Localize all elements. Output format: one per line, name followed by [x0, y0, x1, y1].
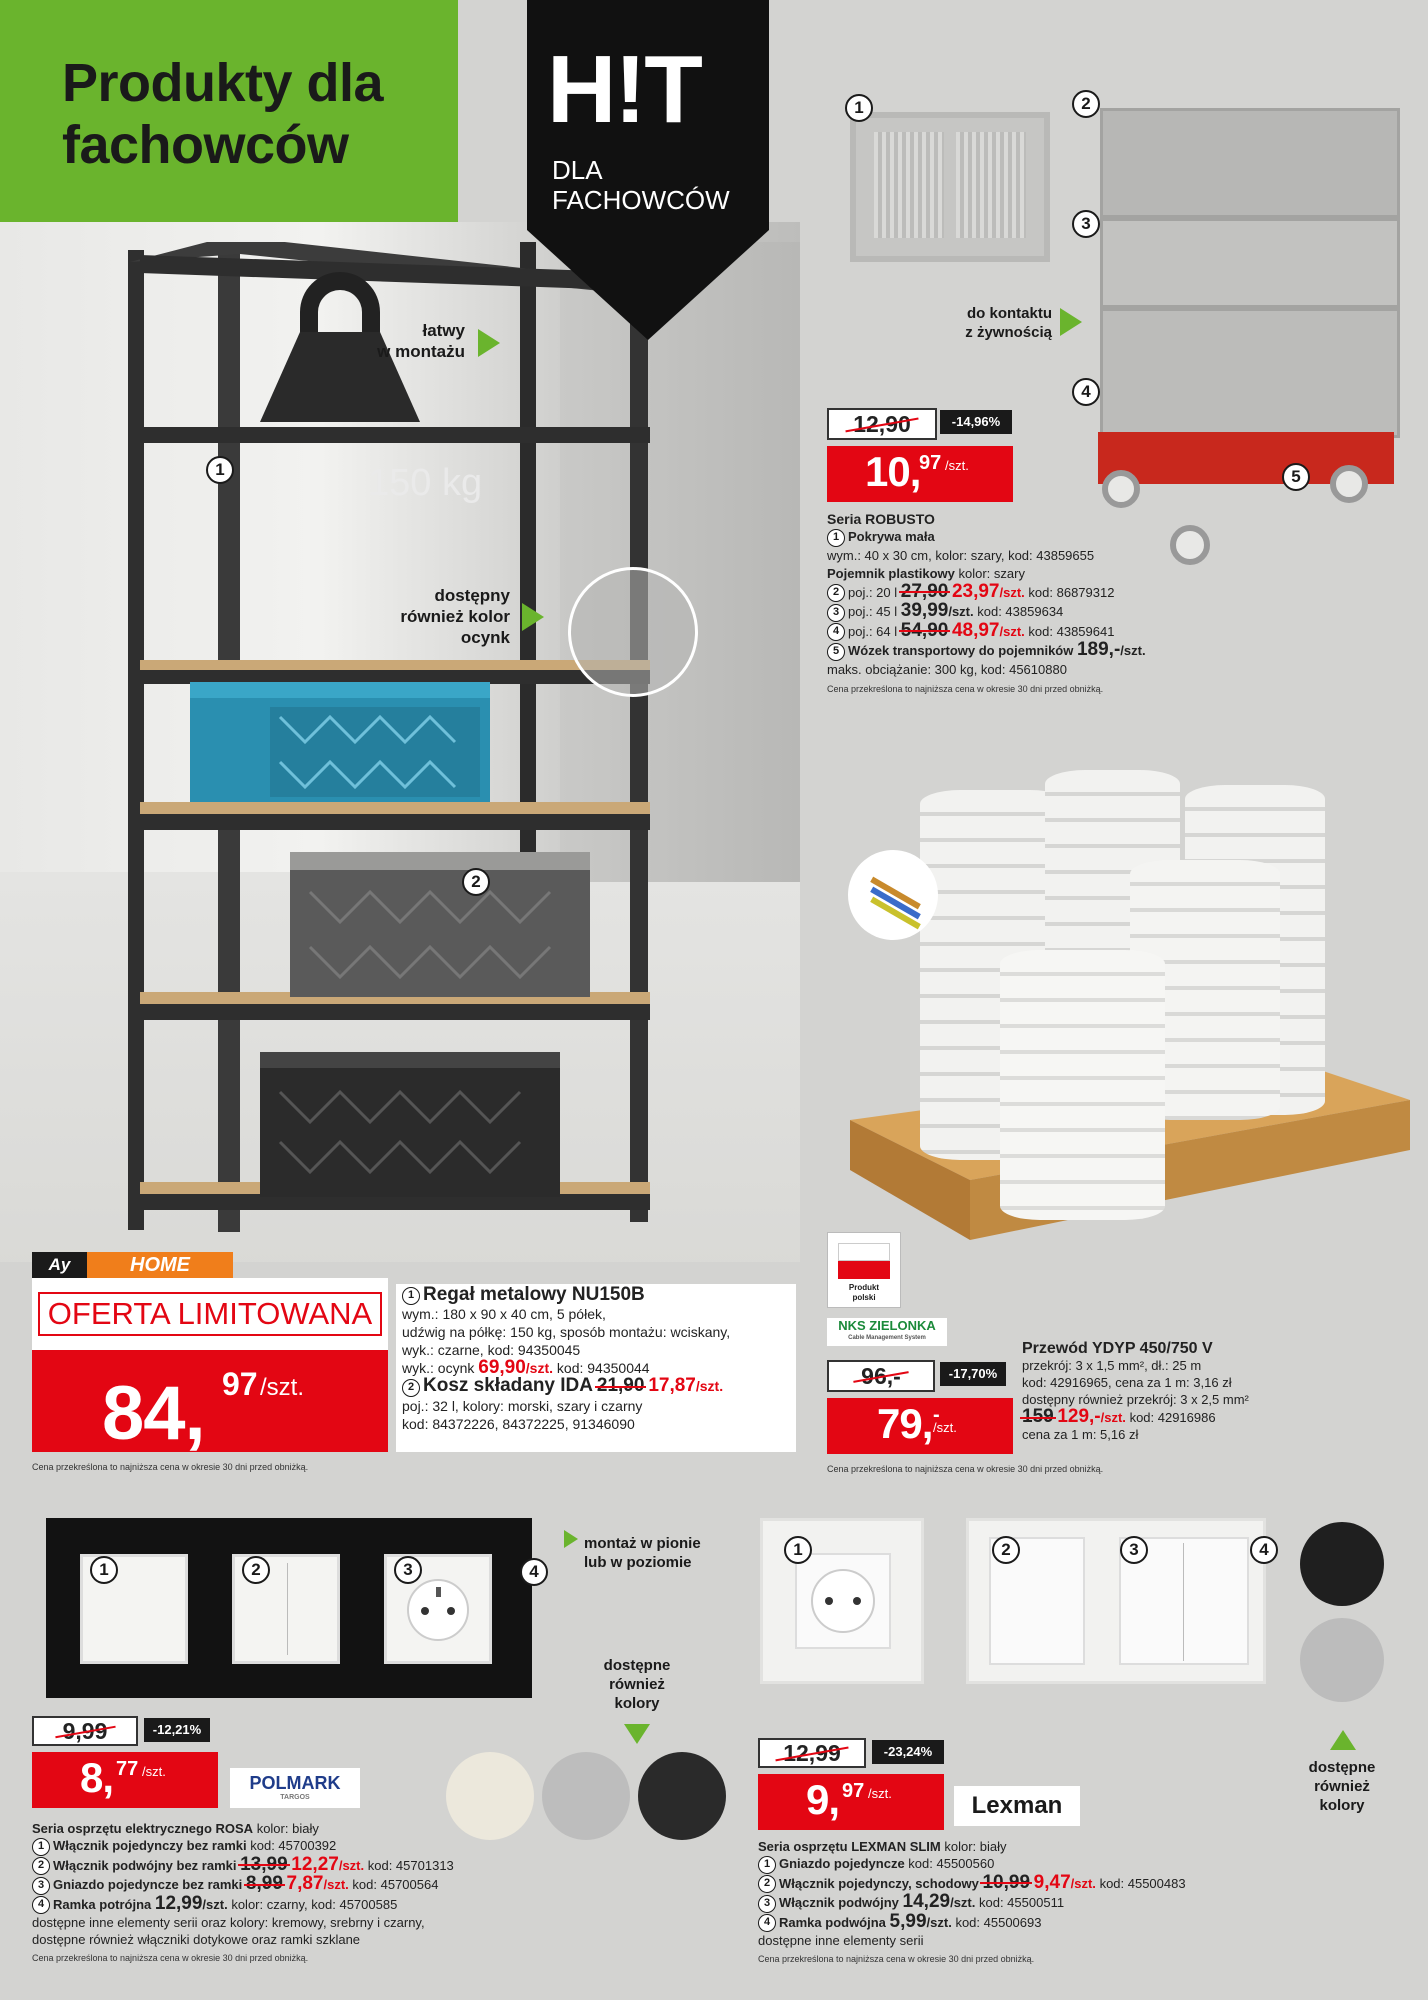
marker-2: 2	[992, 1536, 1020, 1564]
container-medium-image	[1100, 218, 1400, 308]
marker-1: 1	[90, 1556, 118, 1584]
marker-2: 2	[402, 1379, 420, 1397]
marker-3: 3	[1072, 210, 1100, 238]
wire-detail-circle	[848, 850, 938, 940]
rosa-frame-image	[46, 1518, 532, 1698]
marker-2: 2	[462, 868, 490, 896]
lid-image	[850, 112, 1050, 262]
note-colors-lexman: dostępne również kolory	[1308, 1759, 1376, 1814]
note-mount-orientation: montaż w pionie lub w poziomie	[584, 1535, 701, 1571]
page-title: Produkty dla fachowców	[62, 53, 384, 175]
regal-description: 1 Regał metalowy NU150B wym.: 180 x 90 x 40 cm, 5 półek, udźwig na półkę: 150 kg, sposób montażu: wciskany, wyk.: czarne, kod: 94350045 wyk.: ocynk 69,90/szt. kod: 94350044 2 Kosz składany IDA 21,90 17,87/szt. poj.: 32 l, kolory: morski, szary i czarny kod: 84372226, 84372225, 91346090	[396, 1284, 796, 1452]
brand-logo-badge: Ay	[32, 1252, 87, 1278]
metal-shelf-image	[110, 242, 670, 1242]
marker-5: 5	[1282, 463, 1310, 491]
marker-2: 2	[242, 1556, 270, 1584]
hit-logo-text: H!T	[547, 36, 701, 143]
marker-2: 2	[1072, 90, 1100, 118]
detail-zoom-circle	[568, 567, 698, 697]
marker-4: 4	[1250, 1536, 1278, 1564]
polish-product-badge: Produkt polski	[827, 1232, 901, 1308]
cable-price-tag: 79, - /szt.	[827, 1398, 1013, 1454]
flag-white	[838, 1243, 890, 1261]
home-badge: HOME	[87, 1252, 233, 1278]
weight-label: 150 kg	[368, 462, 483, 504]
cable-old-price: 96,-	[827, 1360, 935, 1392]
cable-coil-stack	[1000, 950, 1165, 1220]
price-integer: 84,	[102, 1371, 205, 1456]
cable-discount: -17,70%	[940, 1362, 1006, 1386]
marker-1: 1	[206, 456, 234, 484]
lexman-logo: Lexman	[954, 1786, 1080, 1826]
note-easy-mount: łatwy w montażu	[377, 321, 465, 361]
marker-4: 4	[520, 1558, 548, 1586]
swatch-black	[1300, 1522, 1384, 1606]
regal-footnote: Cena przekreślona to najniższa cena w okresie 30 dni przed obniżką.	[32, 1462, 309, 1472]
container-small-image	[1100, 108, 1400, 218]
regal-price-tag	[32, 1350, 388, 1456]
marker-1: 1	[402, 1287, 420, 1305]
note-food-contact: do kontaktu z żywnością	[965, 305, 1052, 341]
marker-3: 3	[394, 1556, 422, 1584]
robusto-old-price: 12,90	[827, 408, 937, 440]
arrow-right-icon	[1060, 308, 1082, 336]
robusto-description: Seria ROBUSTO 1 Pokrywa mała wym.: 40 x 30 cm, kolor: szary, kod: 43859655 Pojemnik plastikowy kolor: szary 2 poj.: 20 l 27,90 23,97/szt. kod: 86879312 3 poj.: 45 l 39,99/szt. kod: 43859634 4 poj.: 64 l 54,90 48,97/szt. kod: 43859641 5 Wózek transportowy do pojemników 189,-/szt. maks. obciążanie: 300 kg, kod: 45610880 Cena przekreślona to najniższa cena w okresie 30 dni przed obniżką.	[827, 511, 1146, 694]
lexman-discount: -23,24%	[872, 1740, 944, 1764]
rosa-price-tag: 8, 77 /szt.	[32, 1752, 218, 1808]
rosa-discount: -12,21%	[144, 1718, 210, 1742]
price-decimal: 97	[222, 1366, 258, 1402]
lexman-description: Seria osprzętu LEXMAN SLIM kolor: biały 1 Gniazdo pojedyncze kod: 45500560 2 Włącznik pojedynczy, schodowy 10,99 9,47/szt. kod: 45500483 3 Włącznik podwójny 14,29/szt. kod: 45500511 4 Ramka podwójna 5,99/szt. kod: 45500693 dostępne inne elementy serii Cena przekreślona to najniższa cena w okresie 30 dni przed obniżką.	[758, 1839, 1186, 1965]
note-available-zinc: dostępny również kolor ocynk	[400, 586, 510, 647]
robusto-discount: -14,96%	[940, 410, 1012, 434]
nks-zielonka-logo: NKS ZIELONKA Cable Management System	[827, 1318, 947, 1346]
container-large-image	[1100, 308, 1400, 438]
flag-red	[838, 1261, 890, 1279]
wheel	[1102, 470, 1140, 508]
cable-footnote: Cena przekreślona to najniższa cena w okresie 30 dni przed obniżką.	[827, 1464, 1104, 1474]
cable-description: Przewód YDYP 450/750 V przekrój: 3 x 1,5 mm², dł.: 25 m kod: 42916965, cena za 1 m: 3,16 zł dostępny również przekrój: 3 x 2,5 mm² 159 129,-/szt. kod: 42916986 cena za 1 m: 5,16 zł	[1022, 1340, 1249, 1442]
arrow-right-icon	[564, 1530, 578, 1548]
arrow-down-icon	[624, 1724, 650, 1744]
rosa-old-price: 9,99	[32, 1716, 138, 1746]
marker-1: 1	[845, 94, 873, 122]
note-colors-rosa: dostępne również kolory	[603, 1657, 671, 1712]
wheel	[1330, 465, 1368, 503]
limited-offer-label: OFERTA LIMITOWANA	[38, 1292, 382, 1336]
price-unit: /szt.	[260, 1374, 305, 1401]
arrow-right-icon	[478, 329, 500, 357]
arrow-right-icon	[522, 603, 544, 631]
lexman-price-tag: 9, 97 /szt.	[758, 1774, 944, 1830]
robusto-price-tag: 10, 97 /szt.	[827, 446, 1013, 502]
swatch-silver	[1300, 1618, 1384, 1702]
arrow-up-icon	[1330, 1730, 1356, 1750]
shelf-photo	[0, 222, 800, 1262]
marker-3: 3	[1120, 1536, 1148, 1564]
lexman-old-price: 12,99	[758, 1738, 866, 1768]
marker-1: 1	[784, 1536, 812, 1564]
rosa-description: Seria osprzętu elektrycznego ROSA kolor: biały 1 Włącznik pojedynczy bez ramki kod: 45700392 2 Włącznik podwójny bez ramki 13,99 12,27/szt. kod: 45701313 3 Gniazdo pojedyncze bez ramki 8,99 7,87/szt. kod: 45700564 4 Ramka potrójna 12,99/szt. kolor: czarny, kod: 45700585 dostępne inne elementy serii oraz kolory: kremowy, srebrny i czarny, dostępne również włączniki dotykowe oraz ramki szklane Cena przekreślona to najniższa cena w okresie 30 dni przed obniżką.	[32, 1821, 454, 1964]
hit-logo-sub: DLA FACHOWCÓW	[552, 155, 730, 215]
marker-4: 4	[1072, 378, 1100, 406]
header-banner	[0, 0, 458, 222]
polmark-logo: POLMARK TARGOS	[230, 1768, 360, 1808]
